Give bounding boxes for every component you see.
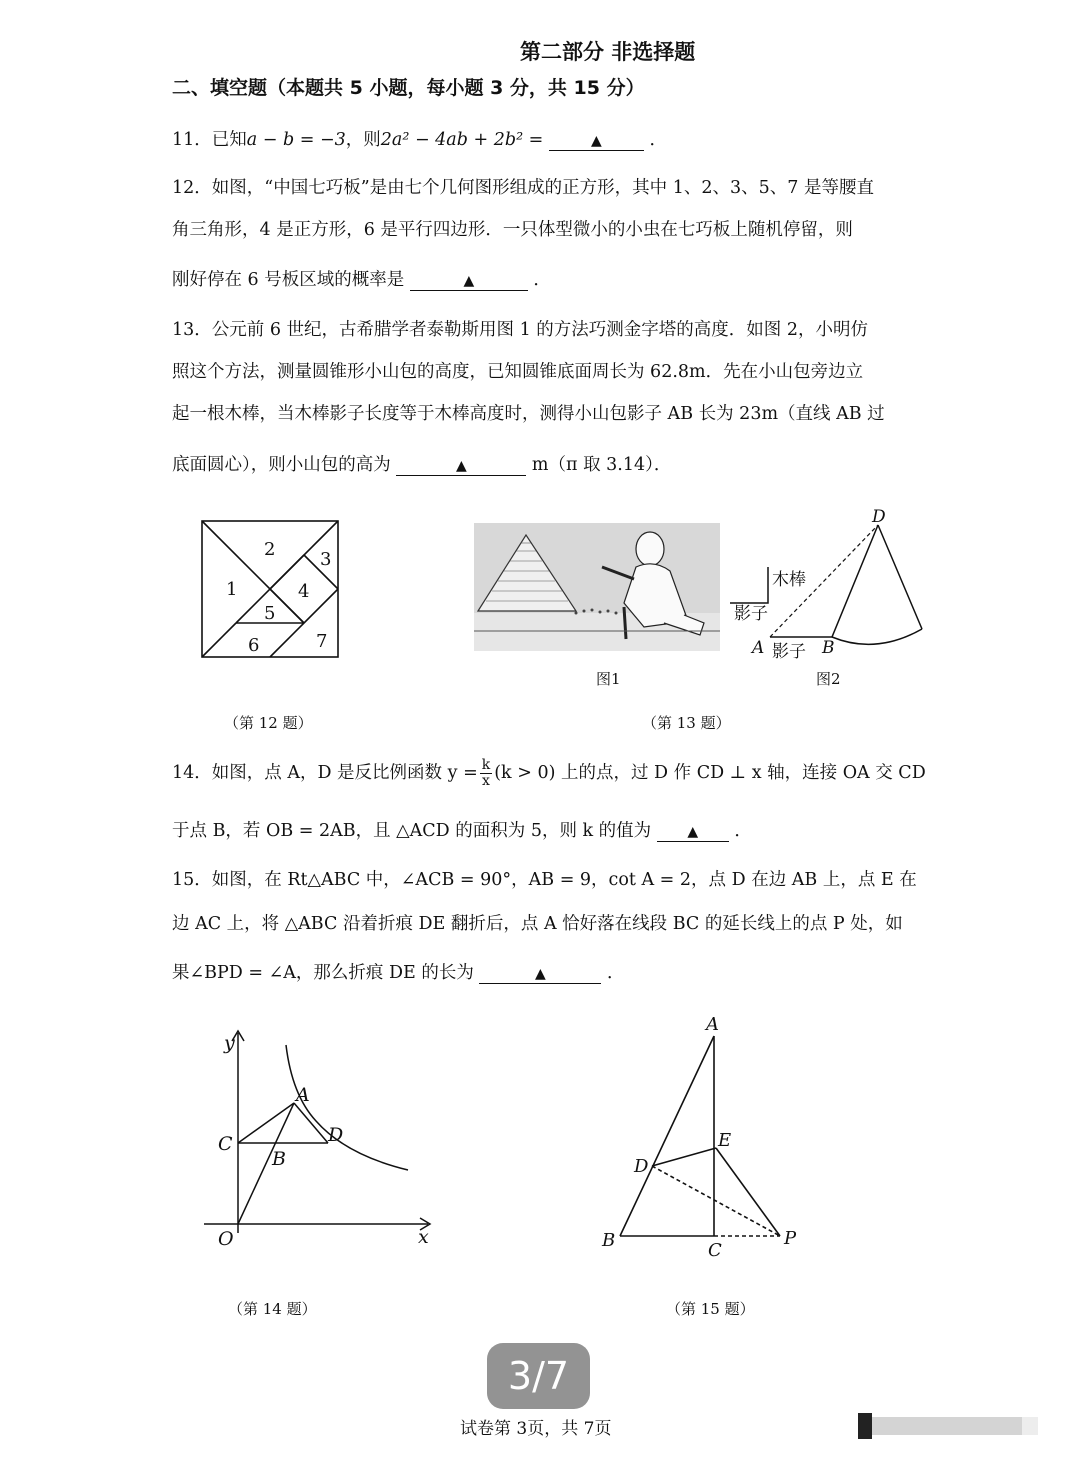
question-11 <box>172 126 667 151</box>
q13-line-1: 13．公元前 6 世纪，古希腊学者泰勒斯用图 1 的方法巧测金字塔的高度．如图 2，小明仿 <box>172 320 868 340</box>
q14-end: ． <box>734 821 752 841</box>
caption-q15: （第 15 题） <box>666 1300 755 1318</box>
blank-marker: ▲ <box>455 458 467 474</box>
fraction-numerator: k <box>481 757 491 773</box>
blank-marker: ▲ <box>591 133 602 149</box>
fig13-shadow-label-2: 影子 <box>772 642 806 662</box>
page-indicator-badge: 3/7 <box>487 1343 590 1409</box>
fig13-stick-label: 木棒 <box>772 570 806 590</box>
q13-line-4 <box>172 451 671 476</box>
q13-line-2: 照这个方法，测量圆锥形小山包的高度，已知圆锥底面周长为 62.8m．先在小山包旁边立 <box>172 362 864 382</box>
scrollbar-track-graphic <box>858 1413 1038 1439</box>
fig14-label-A: A <box>296 1084 310 1106</box>
tangram-label-1: 1 <box>226 579 238 600</box>
fig13-label-A: A <box>752 638 765 658</box>
q12-line-3-text: 刚好停在 6 号板区域的概率是 <box>172 270 405 290</box>
q11-mid: ，则 <box>345 130 381 150</box>
q15-line-1: 15．如图，在 Rt△ABC 中，∠ACB = 90°，AB = 9，cot A = 2，点 D 在边 AB 上，点 E 在 <box>172 870 917 890</box>
fig13-caption-2: 图2 <box>816 670 841 688</box>
tangram-label-2: 2 <box>264 539 276 560</box>
fig15-label-B: B <box>602 1230 616 1251</box>
fig13-shadow-label-1: 影子 <box>734 604 768 624</box>
q11-expression: 2a² − 4ab + 2b² = <box>380 130 544 150</box>
q15-end: ． <box>607 963 625 983</box>
q11-prefix: 11．已知 <box>172 130 247 150</box>
fig13-label-B: B <box>822 638 835 658</box>
q13-line-3: 起一根木棒，当木棒影子长度等于木棒高度时，测得小山包影子 AB 长为 23m（直线 AB 过 <box>172 404 885 424</box>
q12-answer-blank <box>410 270 528 291</box>
q12-end: ． <box>533 270 551 290</box>
q14-line-1-b: (k > 0) 上的点，过 D 作 CD ⊥ x 轴，连接 OA 交 CD <box>494 763 926 783</box>
q14-answer-blank <box>657 821 729 842</box>
blank-marker: ▲ <box>687 824 699 840</box>
section-title: 二、填空题（本题共 5 小题，每小题 3 分，共 15 分） <box>172 77 645 99</box>
q14-line-1-a: 14．如图，点 A，D 是反比例函数 y = <box>172 763 478 783</box>
thales-illustration <box>474 523 720 655</box>
blank-marker: ▲ <box>535 966 546 982</box>
fig15-label-P: P <box>784 1228 797 1249</box>
fig13-label-D: D <box>872 507 886 527</box>
fig15-label-E: E <box>718 1130 732 1151</box>
hyperbola-diagram <box>196 1025 446 1255</box>
q15-line-3 <box>172 959 625 984</box>
horizontal-scrollbar[interactable] <box>858 1413 1038 1439</box>
cone-figure <box>726 505 936 674</box>
q12-line-3 <box>172 266 551 291</box>
fig15-label-C: C <box>708 1240 722 1261</box>
q11-end: ． <box>649 130 667 150</box>
tangram-label-5: 5 <box>264 603 276 624</box>
tangram-diagram <box>196 515 346 665</box>
q11-condition: a − b = −3 <box>246 130 346 150</box>
fig14-label-D: D <box>328 1124 344 1146</box>
q15-answer-blank <box>479 963 601 984</box>
hyperbola-figure <box>196 1025 446 1259</box>
fig15-label-A: A <box>706 1014 719 1035</box>
caption-q12: （第 12 题） <box>224 714 313 732</box>
fig13-caption-1: 图1 <box>596 670 621 688</box>
caption-q14: （第 14 题） <box>228 1300 317 1318</box>
thales-pyramid-image <box>474 523 720 651</box>
tangram-label-7: 7 <box>316 631 328 652</box>
tangram-label-6: 6 <box>248 635 260 656</box>
page-footer: 试卷第 3页，共 7页 <box>460 1419 612 1439</box>
blank-marker: ▲ <box>463 273 475 289</box>
q15-line-2: 边 AC 上，将 △ABC 沿着折痕 DE 翻折后，点 A 恰好落在线段 BC 的延长线上的点 P 处，如 <box>172 914 903 934</box>
q13-answer-blank <box>396 455 526 476</box>
fig14-label-y: y <box>224 1032 235 1054</box>
part-title: 第二部分 非选择题 <box>520 40 696 64</box>
q14-line-2-text: 于点 B，若 OB = 2AB，且 △ACD 的面积为 5，则 k 的值为 <box>172 821 652 841</box>
tangram-label-4: 4 <box>298 581 310 602</box>
q13-line-4-text: 底面圆心），则小山包的高为 <box>172 455 391 475</box>
fig14-label-x: x <box>418 1226 429 1248</box>
q11-answer-blank <box>549 130 644 151</box>
caption-q13: （第 13 题） <box>642 714 731 732</box>
cone-diagram <box>726 505 936 670</box>
tangram-label-3: 3 <box>320 549 332 570</box>
q12-line-1: 12．如图，“中国七巧板”是由七个几何图形组成的正方形，其中 1、2、3、5、7 是等腰直 <box>172 178 874 198</box>
fig14-label-B: B <box>272 1148 286 1170</box>
tangram-figure <box>196 515 346 669</box>
q13-end: m（π 取 3.14）． <box>531 455 672 475</box>
fig14-label-O: O <box>218 1228 234 1250</box>
fig15-label-D: D <box>634 1156 649 1177</box>
q14-line-1 <box>172 758 926 789</box>
q15-line-3-text: 果∠BPD = ∠A，那么折痕 DE 的长为 <box>172 963 474 983</box>
fig14-label-C: C <box>218 1133 233 1155</box>
q14-line-2 <box>172 817 752 842</box>
triangle-fold-figure <box>596 1012 816 1266</box>
triangle-fold-diagram <box>596 1012 816 1262</box>
fraction-denominator: x <box>482 773 490 789</box>
q12-line-2: 角三角形，4 是正方形，6 是平行四边形．一只体型微小的小虫在七巧板上随机停留，则 <box>172 220 853 240</box>
q14-fraction <box>480 758 492 789</box>
